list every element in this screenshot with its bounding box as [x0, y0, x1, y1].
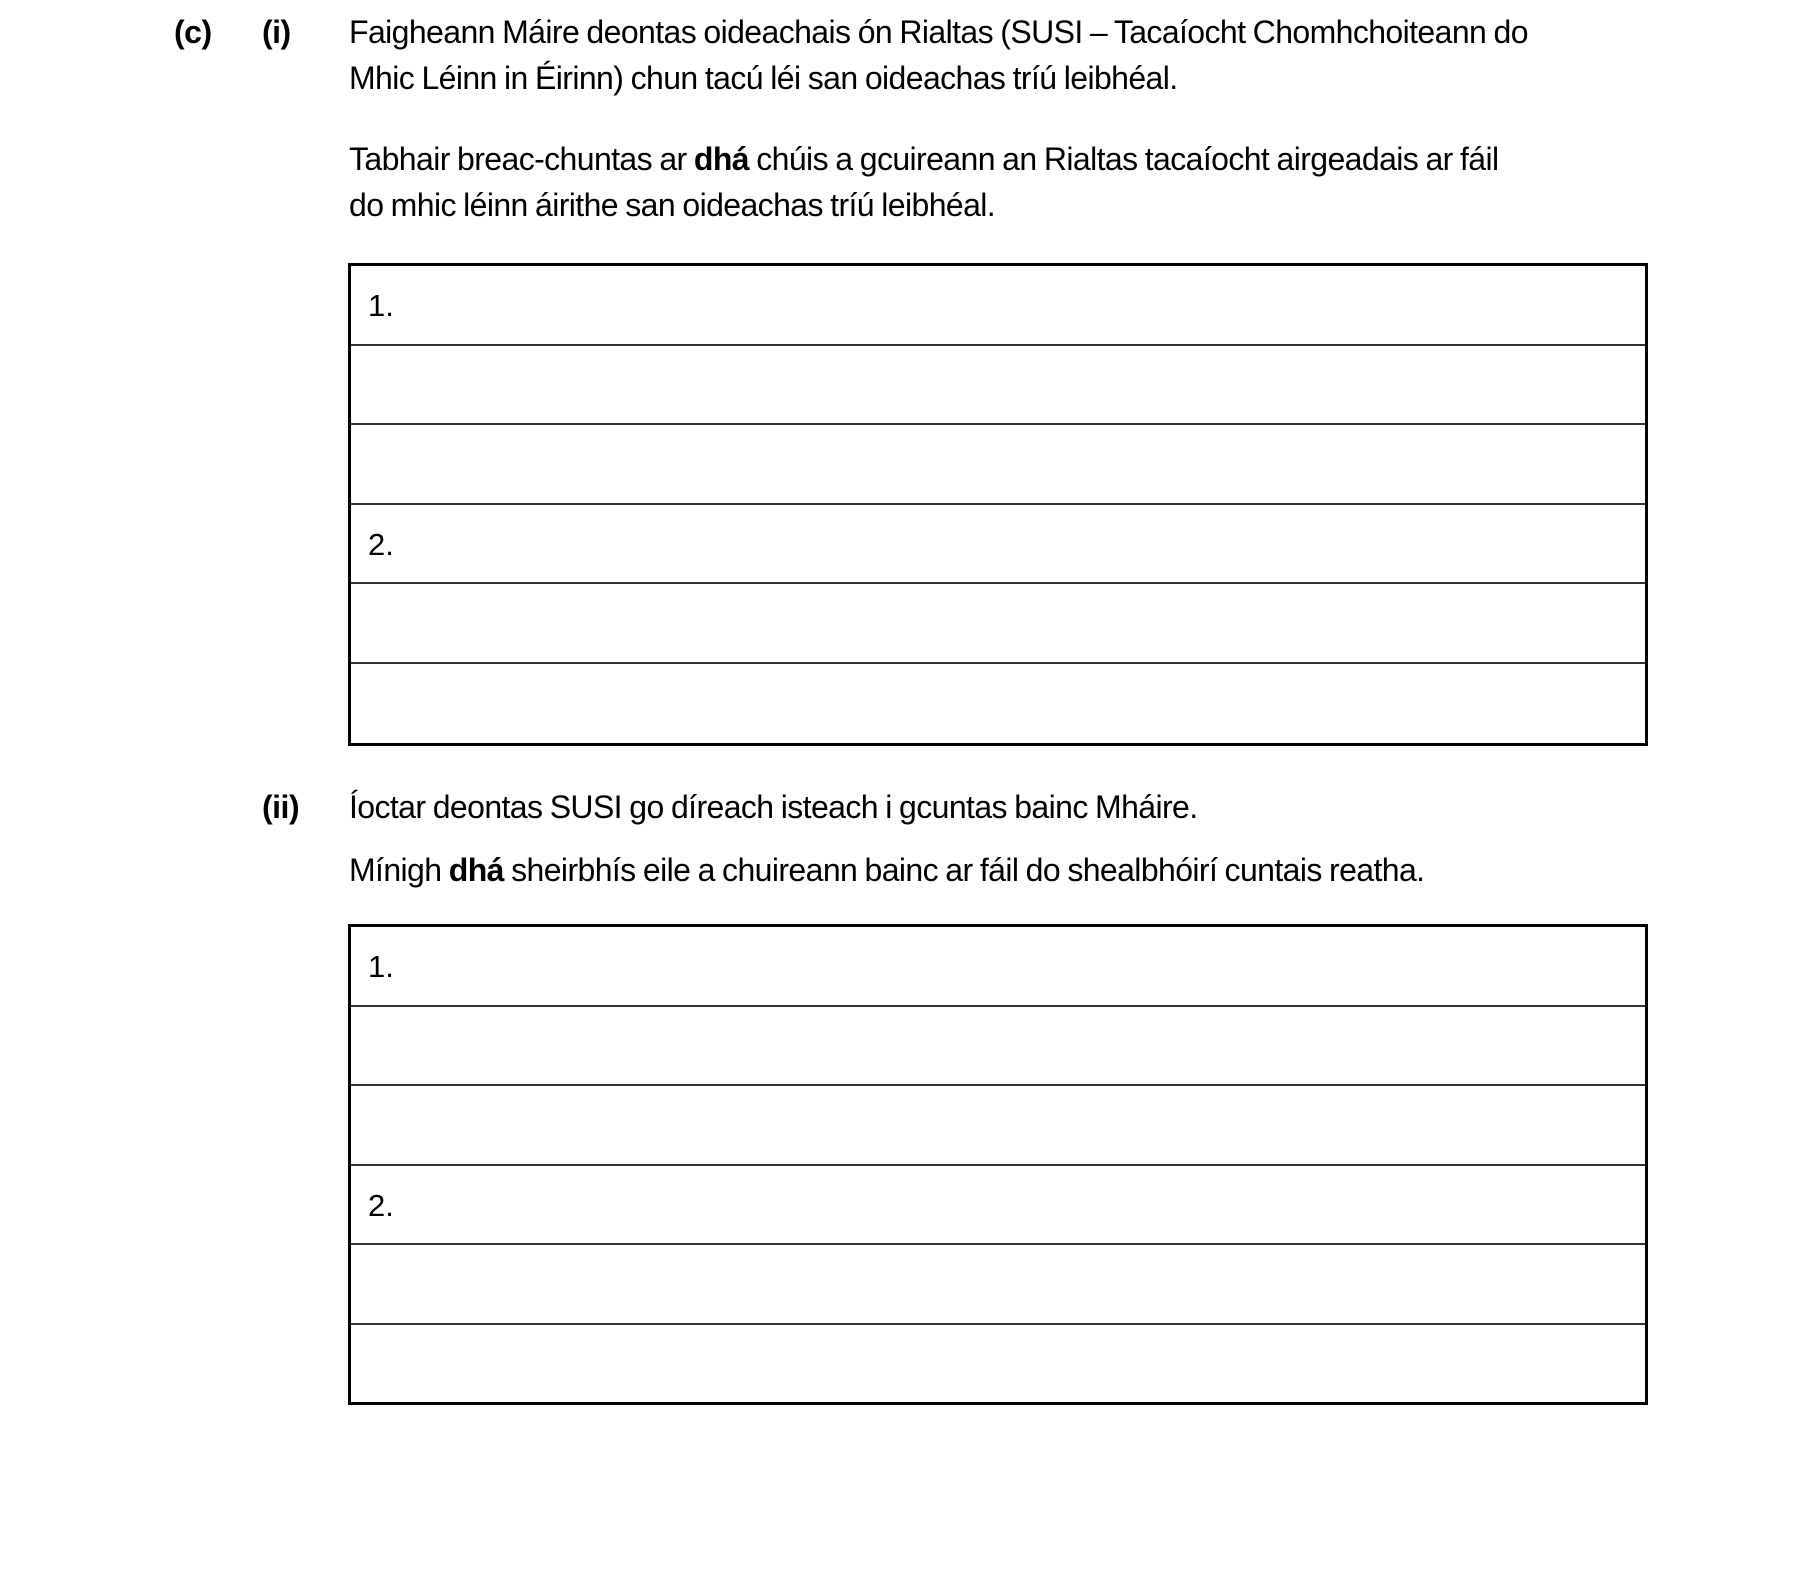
answer-row[interactable] — [351, 505, 1645, 585]
answer-row[interactable] — [351, 584, 1645, 664]
question-text: Tabhair breac-chuntas ar — [349, 141, 694, 177]
part-ii-label: (ii) — [262, 789, 300, 825]
row-number: 2. — [368, 1187, 394, 1223]
answer-row[interactable] — [351, 664, 1645, 744]
emphasis-text: dhá — [448, 852, 504, 888]
emphasis-text: dhá — [693, 141, 749, 177]
part-i-question — [349, 136, 1499, 228]
part-i-label: (i) — [262, 14, 291, 50]
answer-row[interactable] — [351, 425, 1645, 505]
question-text: sheirbhís eile a chuireann bainc ar fáil do shealbhóirí cuntais reatha. — [503, 852, 1425, 888]
answer-row[interactable] — [351, 1007, 1645, 1087]
part-ii-answer-table — [348, 924, 1648, 1405]
part-ii-statement: Íoctar deontas SUSI go díreach isteach i gcuntas bainc Mháire. — [349, 789, 1198, 825]
part-i-context-line-2: Mhic Léinn in Éirinn) chun tacú léi san oideachas tríú leibhéal. — [349, 60, 1178, 96]
answer-row[interactable] — [351, 1166, 1645, 1246]
row-number: 1. — [368, 949, 394, 984]
question-text: Mínigh — [349, 852, 449, 888]
question-text: chúis a gcuireann an Rialtas tacaíocht airgeadais ar fáil — [748, 141, 1499, 177]
row-number: 2. — [368, 526, 394, 562]
part-ii-question — [349, 847, 1424, 893]
answer-row[interactable] — [351, 1086, 1645, 1166]
answer-row[interactable] — [351, 266, 1645, 346]
part-i-context-line-1: Faigheann Máire deontas oideachais ón Rialtas (SUSI – Tacaíocht Chomhchoiteann do — [349, 14, 1528, 50]
answer-row[interactable] — [351, 346, 1645, 426]
part-i-answer-table — [348, 263, 1648, 746]
part-i-question-line-2: do mhic léinn áirithe san oideachas tríú leibhéal. — [349, 187, 996, 223]
row-number: 1. — [368, 288, 394, 323]
part-i-context — [349, 9, 1528, 101]
section-label: (c) — [174, 14, 212, 50]
answer-row[interactable] — [351, 927, 1645, 1007]
answer-row[interactable] — [351, 1245, 1645, 1325]
part-i-question-line-1 — [349, 136, 1499, 182]
answer-row[interactable] — [351, 1325, 1645, 1405]
